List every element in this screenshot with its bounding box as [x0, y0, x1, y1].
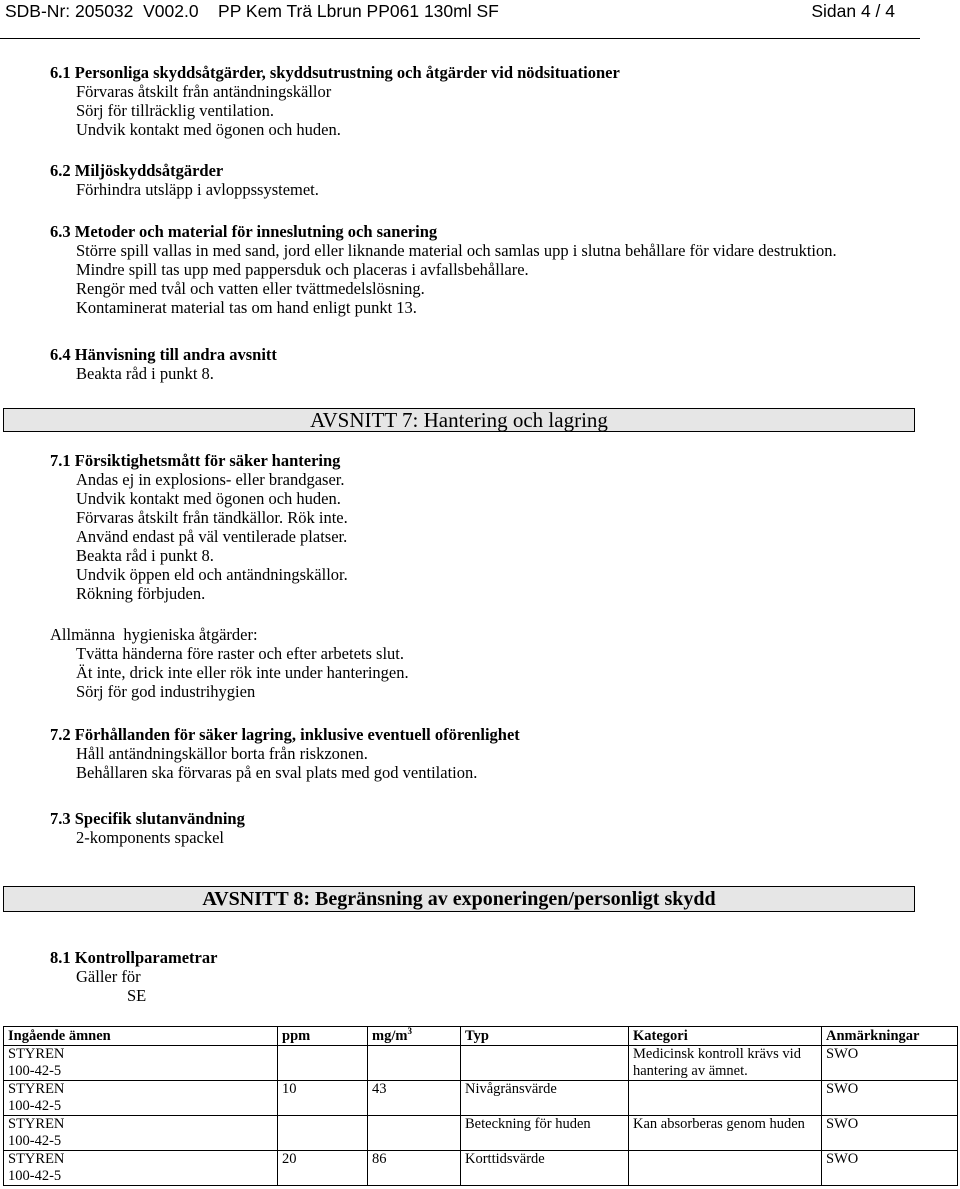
remarks-cell: SWO	[822, 1151, 958, 1186]
section-6-4-line: Beakta råd i punkt 8.	[76, 364, 214, 383]
hygiene-label: Allmänna hygieniska åtgärder:	[50, 625, 258, 644]
section-7-1-line: Undvik kontakt med ögonen och huden.	[76, 489, 341, 508]
header-rule	[0, 38, 920, 39]
section-7-2	[50, 725, 520, 782]
section-7-banner: AVSNITT 7: Hantering och lagring	[3, 408, 915, 432]
hygiene-line: Tvätta händerna före raster och efter arbetets slut.	[76, 644, 405, 663]
category-cell: Kan absorberas genom huden	[629, 1116, 822, 1151]
hygiene-measures	[50, 625, 409, 701]
cas-number: 100-42-5	[8, 1132, 62, 1149]
section-7-2-line: Behållaren ska förvaras på en sval plats med god ventilation.	[76, 763, 478, 782]
section-7-2-line: Håll antändningskällor borta från riskzonen.	[76, 744, 368, 763]
column-header-mg-m3-sup: 3	[407, 1026, 412, 1036]
table-row	[4, 1046, 958, 1081]
type-cell: Korttidsvärde	[461, 1151, 629, 1186]
table-row	[4, 1081, 958, 1116]
section-6-3-line: Rengör med tvål och vatten eller tvättmedelslösning.	[76, 279, 425, 298]
mg-m3-cell: 43	[368, 1081, 461, 1116]
cas-number: 100-42-5	[8, 1097, 62, 1114]
section-6-1-heading: 6.1 Personliga skyddsåtgärder, skyddsutrustning och åtgärder vid nödsituationer	[50, 63, 620, 82]
section-7-1-line: Undvik öppen eld och antändningskällor.	[76, 565, 348, 584]
section-7-3-heading: 7.3 Specifik slutanvändning	[50, 809, 245, 828]
substance-cell	[4, 1151, 278, 1186]
remarks-cell: SWO	[822, 1046, 958, 1081]
section-8-banner: AVSNITT 8: Begränsning av exponeringen/personligt skydd	[3, 886, 915, 912]
type-cell: Nivågränsvärde	[461, 1081, 629, 1116]
section-7-1-line: Använd endast på väl ventilerade platser.	[76, 527, 348, 546]
applies-label: Gäller för	[76, 967, 141, 986]
ppm-cell: 10	[278, 1081, 368, 1116]
table-row	[4, 1116, 958, 1151]
section-6-3-line: Mindre spill tas upp med pappersduk och placeras i avfallsbehållare.	[76, 260, 529, 279]
section-7-3-line: 2-komponents spackel	[76, 828, 225, 847]
mg-m3-cell	[368, 1116, 461, 1151]
substance-name: STYREN	[8, 1046, 65, 1062]
section-6-2	[50, 161, 319, 199]
section-6-1	[50, 63, 620, 139]
section-8-1	[50, 948, 217, 1005]
cas-number: 100-42-5	[8, 1167, 62, 1184]
section-7-1	[50, 451, 348, 603]
document-info: SDB-Nr: 205032 V002.0 PP Kem Trä Lbrun PP061 130ml SF	[5, 1, 499, 21]
hygiene-line: Ät inte, drick inte eller rök inte under hanteringen.	[76, 663, 409, 682]
section-6-3	[50, 222, 837, 317]
page-number: Sidan 4 / 4	[811, 1, 895, 21]
section-7-3	[50, 809, 245, 847]
remarks-cell: SWO	[822, 1081, 958, 1116]
substance-name: STYREN	[8, 1081, 65, 1097]
column-header-remarks: Anmärkningar	[822, 1027, 958, 1046]
section-6-3-line: Kontaminerat material tas om hand enligt punkt 13.	[76, 298, 417, 317]
type-cell: Beteckning för huden	[461, 1116, 629, 1151]
ppm-cell	[278, 1046, 368, 1081]
column-header-mg-m3-text: mg/m	[372, 1027, 408, 1044]
column-header-substance: Ingående ämnen	[4, 1027, 278, 1046]
section-6-4	[50, 345, 277, 383]
cas-number: 100-42-5	[8, 1062, 62, 1079]
type-cell	[461, 1046, 629, 1081]
section-7-1-line: Andas ej in explosions- eller brandgaser.	[76, 470, 345, 489]
ppm-cell: 20	[278, 1151, 368, 1186]
category-cell	[629, 1151, 822, 1186]
section-7-1-line: Rökning förbjuden.	[76, 584, 206, 603]
country-code: SE	[127, 986, 147, 1005]
section-6-1-line: Undvik kontakt med ögonen och huden.	[76, 120, 341, 139]
section-7-2-heading: 7.2 Förhållanden för säker lagring, inklusive eventuell oförenlighet	[50, 725, 520, 744]
section-6-2-line: Förhindra utsläpp i avloppssystemet.	[76, 180, 319, 199]
hygiene-line: Sörj för god industrihygien	[76, 682, 256, 701]
mg-m3-cell: 86	[368, 1151, 461, 1186]
section-6-1-line: Förvaras åtskilt från antändningskällor	[76, 82, 332, 101]
section-8-1-heading: 8.1 Kontrollparametrar	[50, 948, 218, 967]
section-6-3-heading: 6.3 Metoder och material för inneslutning och sanering	[50, 222, 438, 241]
category-cell: Medicinsk kontroll krävs vid hantering av ämnet.	[629, 1046, 822, 1081]
column-header-category: Kategori	[629, 1027, 822, 1046]
ppm-cell	[278, 1116, 368, 1151]
column-header-type: Typ	[461, 1027, 629, 1046]
section-6-3-line: Större spill vallas in med sand, jord eller liknande material och samlas upp i slutna behållare för vidare destruktion.	[76, 241, 837, 260]
table-header-row	[4, 1027, 958, 1046]
substance-cell	[4, 1046, 278, 1081]
section-7-1-heading: 7.1 Försiktighetsmått för säker hantering	[50, 451, 341, 470]
substance-name: STYREN	[8, 1151, 65, 1167]
column-header-ppm: ppm	[278, 1027, 368, 1046]
remarks-cell: SWO	[822, 1116, 958, 1151]
section-6-4-heading: 6.4 Hänvisning till andra avsnitt	[50, 345, 277, 364]
substance-cell	[4, 1081, 278, 1116]
section-6-1-line: Sörj för tillräcklig ventilation.	[76, 101, 274, 120]
exposure-limits-table	[3, 1026, 958, 1186]
section-7-1-line: Beakta råd i punkt 8.	[76, 546, 214, 565]
category-cell	[629, 1081, 822, 1116]
section-6-2-heading: 6.2 Miljöskyddsåtgärder	[50, 161, 224, 180]
substance-name: STYREN	[8, 1116, 65, 1132]
substance-cell	[4, 1116, 278, 1151]
table-row	[4, 1151, 958, 1186]
section-7-1-line: Förvaras åtskilt från tändkällor. Rök inte.	[76, 508, 348, 527]
mg-m3-cell	[368, 1046, 461, 1081]
column-header-mg-m3	[368, 1027, 461, 1046]
